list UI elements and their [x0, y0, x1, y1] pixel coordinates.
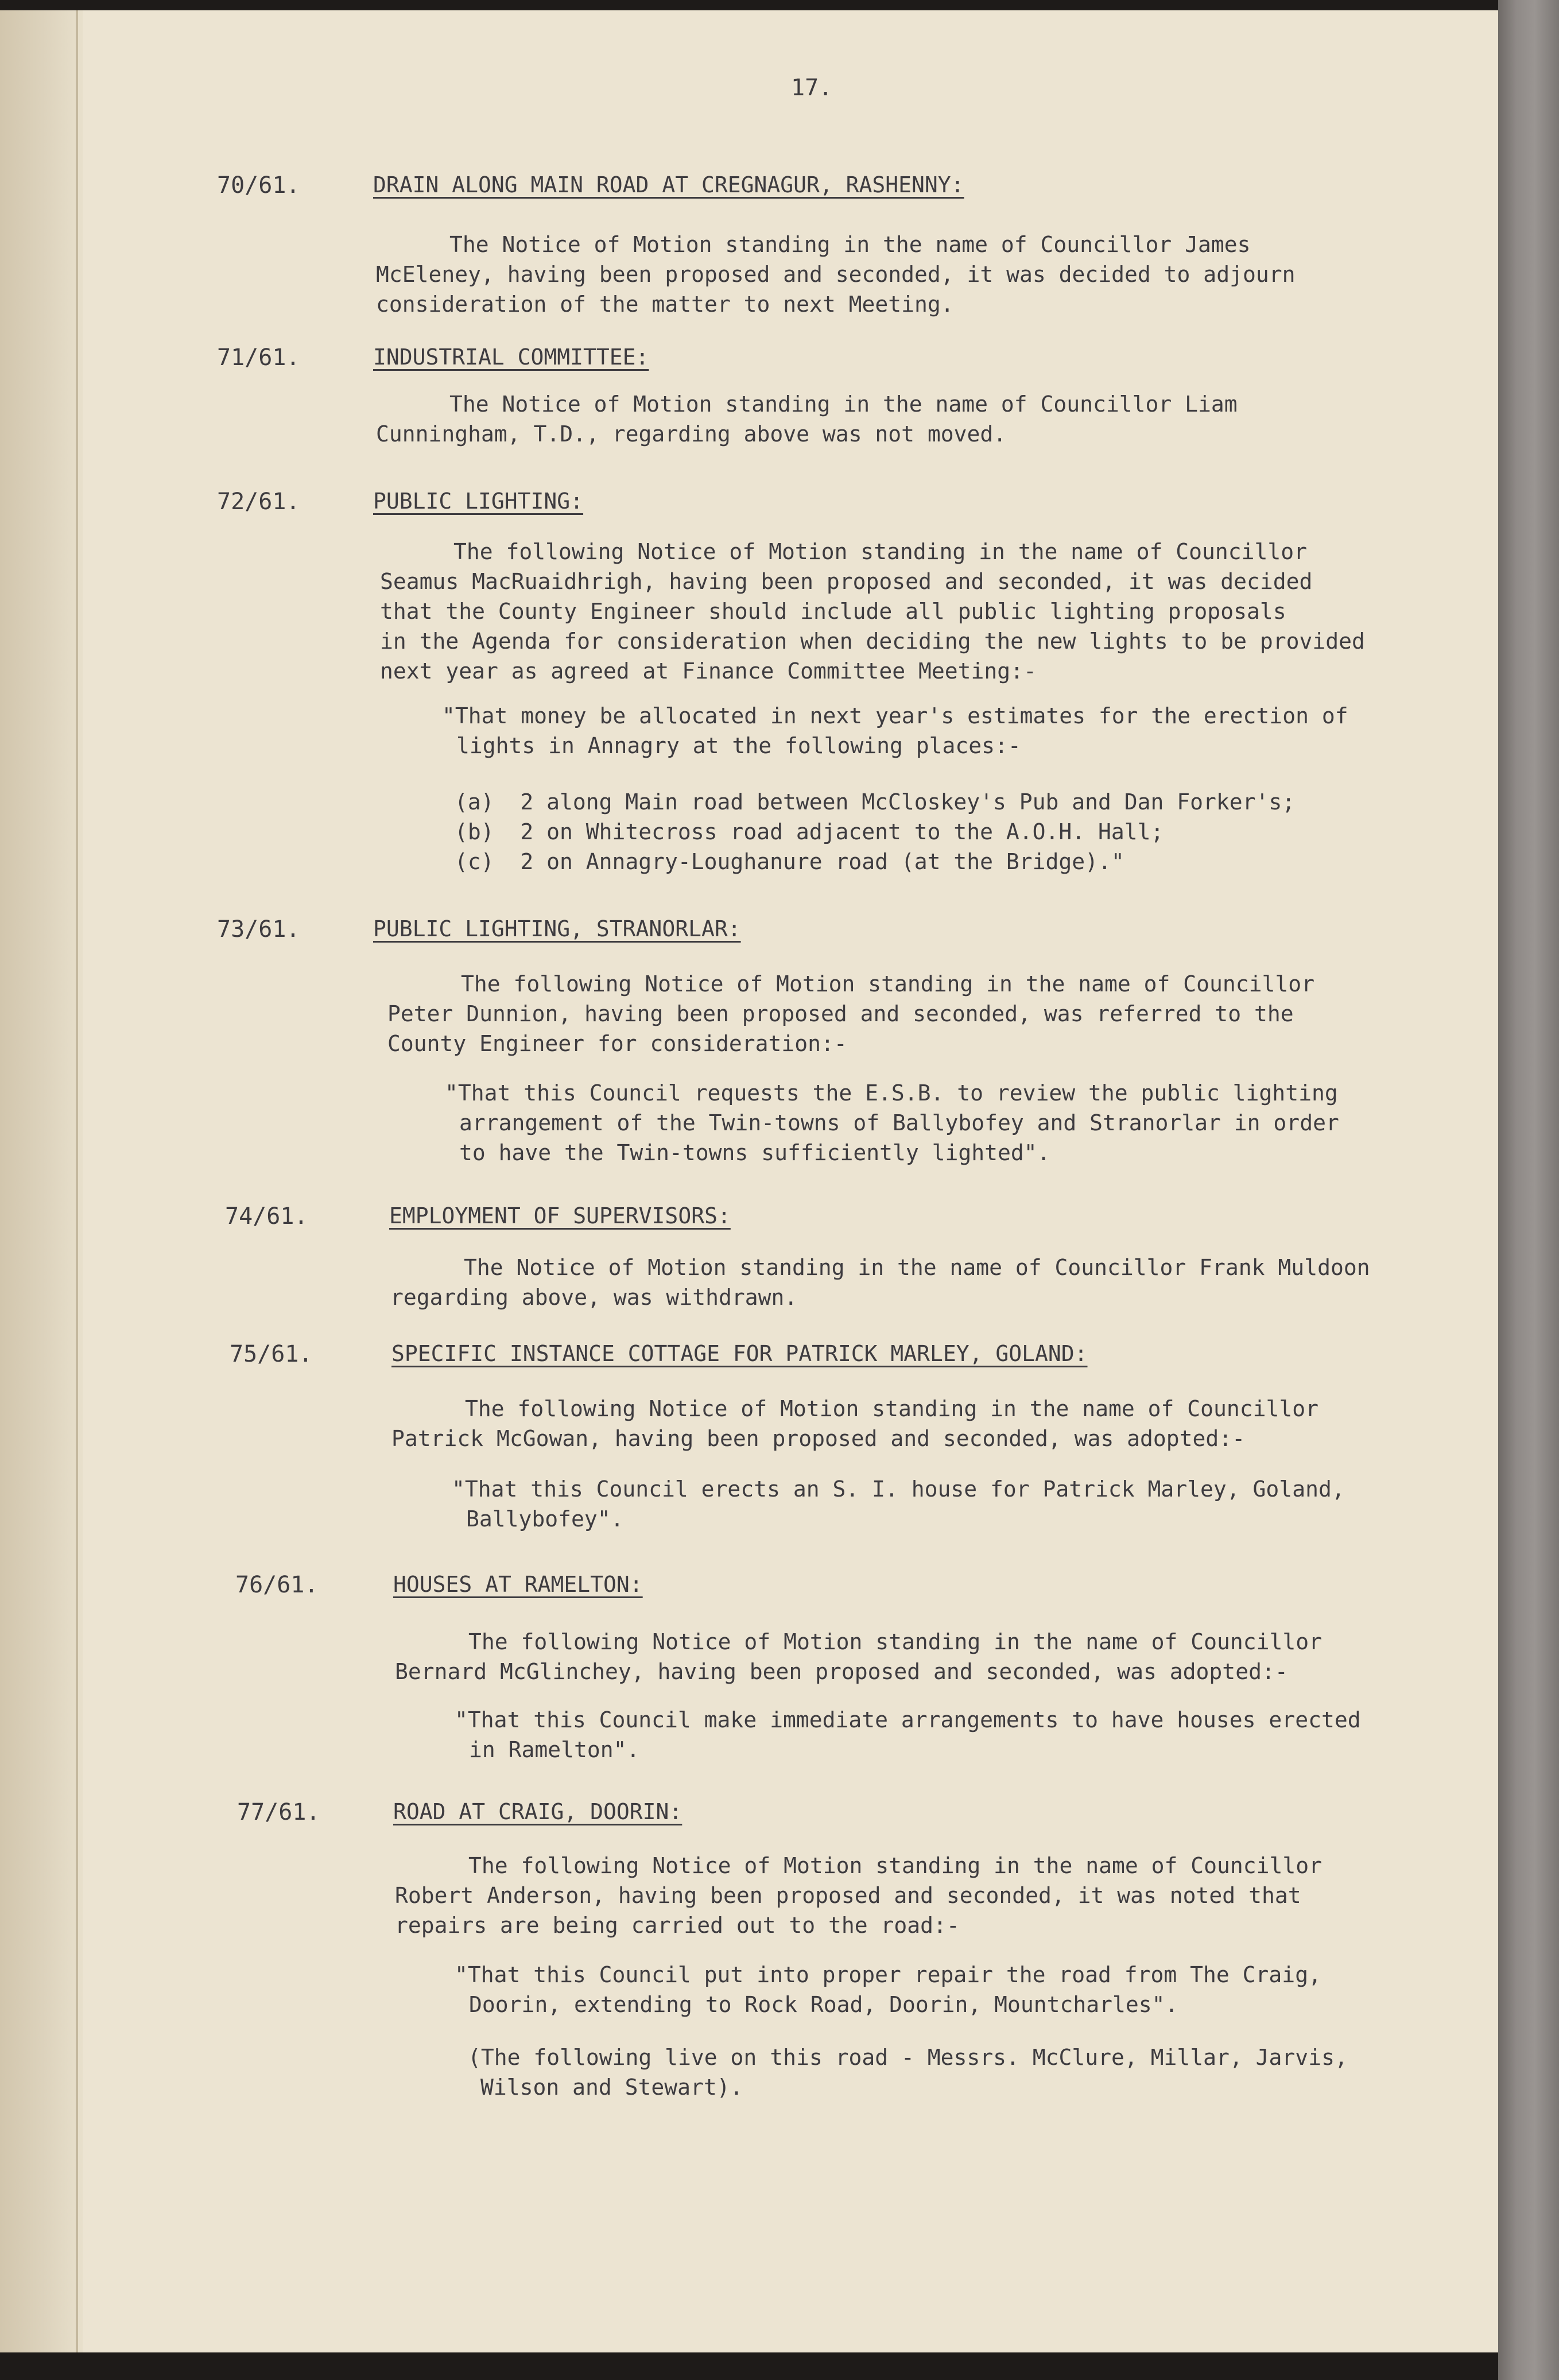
- minute-heading: INDUSTRIAL COMMITTEE:: [373, 344, 649, 370]
- quote-line: "That this Council erects an S. I. house for Patrick Marley, Goland,: [452, 1476, 1345, 1502]
- binding-edge: [76, 10, 78, 2352]
- minute-number: 72/61.: [217, 489, 300, 515]
- body-line: next year as agreed at Finance Committee Meeting:-: [380, 658, 1037, 684]
- body-line: The following Notice of Motion standing in the name of Councillor: [468, 1629, 1323, 1654]
- body-line: The following Notice of Motion standing in the name of Councillor: [461, 971, 1315, 997]
- quote-line: lights in Annagry at the following places:-: [456, 733, 1021, 758]
- quote-line: "That this Council requests the E.S.B. to review the public lighting: [445, 1080, 1338, 1106]
- note-line: (The following live on this road - Messrs. McClure, Millar, Jarvis,: [468, 2045, 1348, 2070]
- quote-line: Doorin, extending to Rock Road, Doorin, Mountcharles".: [469, 1992, 1178, 2017]
- motion-quote: [442, 701, 1348, 761]
- motion-quote: [445, 1078, 1339, 1168]
- location-list: [455, 787, 1295, 877]
- body-line: The Notice of Motion standing in the name of Councillor James: [449, 232, 1251, 257]
- quote-line: in Ramelton".: [469, 1737, 640, 1762]
- minute-body: [395, 1627, 1322, 1687]
- minute-body: [387, 969, 1314, 1059]
- document-page: [0, 10, 1498, 2352]
- body-line: The Notice of Motion standing in the name of Councillor Liam: [449, 392, 1238, 417]
- binding-shadow: [0, 10, 83, 2352]
- minute-heading: ROAD AT CRAIG, DOORIN:: [393, 1799, 682, 1824]
- book-cover-edge: [1498, 0, 1559, 2380]
- body-line: The following Notice of Motion standing in the name of Councillor: [465, 1396, 1319, 1421]
- minute-body: [390, 1253, 1370, 1312]
- minute-heading: HOUSES AT RAMELTON:: [393, 1572, 643, 1597]
- body-line: McEleney, having been proposed and seconded, it was decided to adjourn: [376, 262, 1296, 287]
- minute-heading: DRAIN ALONG MAIN ROAD AT CREGNAGUR, RASHENNY:: [373, 172, 964, 197]
- quote-line: "That money be allocated in next year's estimates for the erection of: [442, 703, 1348, 728]
- minute-body: [376, 389, 1238, 449]
- quote-line: to have the Twin-towns sufficiently lighted".: [459, 1140, 1050, 1165]
- body-line: Robert Anderson, having been proposed and seconded, it was noted that: [395, 1883, 1301, 1908]
- motion-quote: [455, 1705, 1361, 1765]
- list-item: (b) 2 on Whitecross road adjacent to the A.O.H. Hall;: [455, 819, 1164, 844]
- list-item: (a) 2 along Main road between McCloskey's Pub and Dan Forker's;: [455, 789, 1296, 815]
- minute-number: 76/61.: [235, 1572, 319, 1598]
- minute-heading: EMPLOYMENT OF SUPERVISORS:: [389, 1203, 731, 1228]
- minute-number: 74/61.: [225, 1203, 308, 1230]
- body-line: Bernard McGlinchey, having been proposed and seconded, was adopted:-: [395, 1659, 1288, 1684]
- quote-line: "That this Council put into proper repair the road from The Craig,: [455, 1962, 1321, 1987]
- body-line: Cunningham, T.D., regarding above was not moved.: [376, 421, 1007, 447]
- motion-quote: [455, 1960, 1321, 2019]
- body-line: in the Agenda for consideration when deciding the new lights to be provided: [380, 629, 1365, 654]
- minute-number: 71/61.: [217, 344, 300, 371]
- minute-heading: SPECIFIC INSTANCE COTTAGE FOR PATRICK MARLEY, GOLAND:: [391, 1341, 1088, 1366]
- quote-line: arrangement of the Twin-towns of Ballybofey and Stranorlar in order: [459, 1110, 1339, 1135]
- page-number: 17.: [791, 75, 833, 101]
- list-item: (c) 2 on Annagry-Loughanure road (at the Bridge).": [455, 849, 1124, 874]
- residents-note: [468, 2042, 1348, 2102]
- body-line: repairs are being carried out to the road:-: [395, 1913, 960, 1938]
- minute-body: [380, 537, 1365, 686]
- body-line: that the County Engineer should include all public lighting proposals: [380, 599, 1286, 624]
- minute-heading: PUBLIC LIGHTING, STRANORLAR:: [373, 916, 741, 941]
- minute-heading: PUBLIC LIGHTING:: [373, 489, 584, 514]
- minute-body: [391, 1394, 1318, 1453]
- quote-line: Ballybofey".: [466, 1506, 624, 1532]
- minute-number: 77/61.: [237, 1799, 320, 1825]
- minute-body: [395, 1851, 1322, 1940]
- note-line: Wilson and Stewart).: [480, 2075, 743, 2100]
- body-line: The following Notice of Motion standing in the name of Councillor: [468, 1853, 1323, 1878]
- minute-number: 75/61.: [230, 1341, 313, 1367]
- body-line: The Notice of Motion standing in the name of Councillor Frank Muldoon: [464, 1255, 1370, 1280]
- motion-quote: [452, 1474, 1345, 1534]
- minute-number: 73/61.: [217, 916, 300, 943]
- quote-line: "That this Council make immediate arrangements to have houses erected: [455, 1707, 1361, 1732]
- body-line: Peter Dunnion, having been proposed and seconded, was referred to the: [387, 1001, 1294, 1026]
- body-line: County Engineer for consideration:-: [387, 1031, 847, 1056]
- body-line: consideration of the matter to next Meeting.: [376, 292, 954, 317]
- minute-number: 70/61.: [217, 172, 300, 199]
- body-line: regarding above, was withdrawn.: [390, 1285, 798, 1310]
- body-line: The following Notice of Motion standing in the name of Councillor: [453, 539, 1308, 564]
- body-line: Patrick McGowan, having been proposed and seconded, was adopted:-: [391, 1426, 1246, 1451]
- minute-body: [376, 230, 1295, 319]
- body-line: Seamus MacRuaidhrigh, having been proposed and seconded, it was decided: [380, 569, 1313, 594]
